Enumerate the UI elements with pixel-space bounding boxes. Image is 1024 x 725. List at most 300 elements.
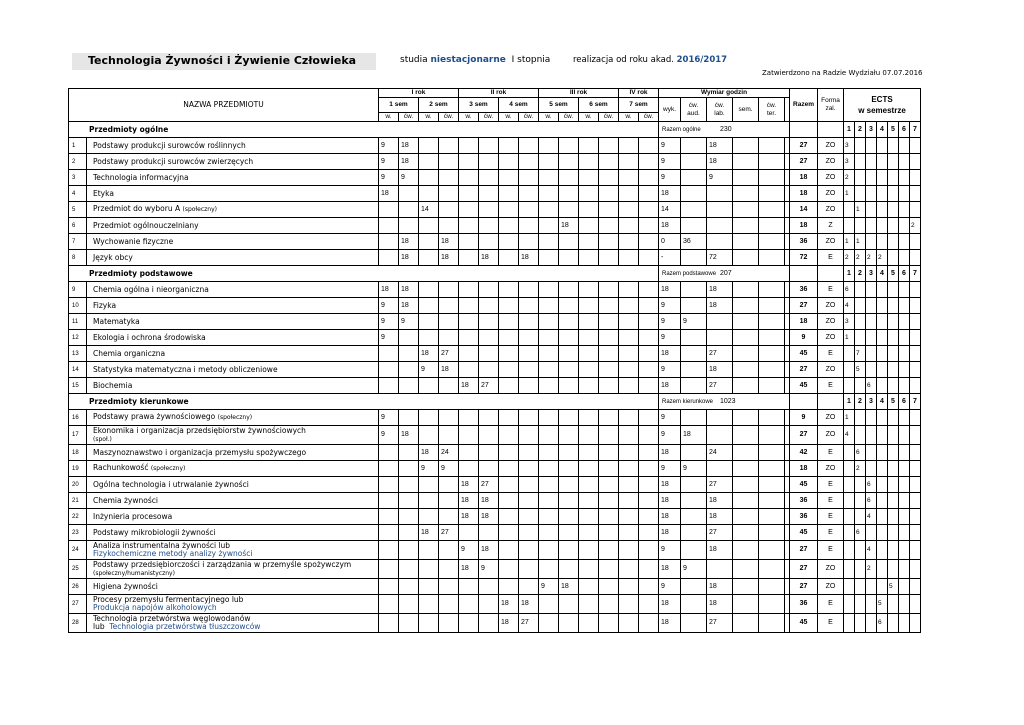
ects-value bbox=[866, 154, 877, 170]
section-spacer bbox=[818, 394, 844, 410]
subject-name bbox=[87, 461, 379, 477]
hours-by-type: 24 bbox=[707, 445, 733, 461]
hours-by-type bbox=[681, 186, 707, 202]
ects-value bbox=[855, 595, 866, 614]
ects-semester-number: 2 bbox=[855, 122, 866, 138]
ects-value bbox=[866, 426, 877, 445]
section-total-value: 230 bbox=[720, 125, 732, 133]
subject-name bbox=[87, 445, 379, 461]
hours-total: 36 bbox=[790, 234, 818, 250]
semester-hours bbox=[439, 378, 459, 394]
semester-hours bbox=[539, 138, 559, 154]
semester-hours: 18 bbox=[379, 282, 399, 298]
ects-value bbox=[888, 493, 899, 509]
hours-by-type bbox=[759, 560, 785, 579]
hours-by-type bbox=[759, 234, 785, 250]
ects-value bbox=[877, 202, 888, 218]
row-number: 10 bbox=[69, 298, 87, 314]
semester-hours bbox=[539, 541, 559, 560]
subject-name-text: Podstawy mikrobiologii żywności bbox=[93, 527, 216, 537]
hours-by-type bbox=[681, 595, 707, 614]
semester-hours bbox=[399, 410, 419, 426]
semester-hours bbox=[579, 579, 599, 595]
semester-hours bbox=[419, 250, 439, 266]
semester-hours bbox=[439, 493, 459, 509]
hours-by-type: 18 bbox=[659, 378, 681, 394]
assessment-form: E bbox=[818, 477, 844, 493]
row-number: 8 bbox=[69, 250, 87, 266]
table-row bbox=[69, 461, 921, 477]
table-row bbox=[69, 525, 921, 541]
ects-value: 1 bbox=[844, 410, 855, 426]
ects-value bbox=[899, 525, 910, 541]
semester-hours bbox=[419, 298, 439, 314]
semester-hours bbox=[419, 560, 439, 579]
semester-hours bbox=[639, 541, 659, 560]
hours-by-type: 18 bbox=[659, 560, 681, 579]
table-row bbox=[69, 445, 921, 461]
ects-value bbox=[844, 378, 855, 394]
semester-hours bbox=[579, 426, 599, 445]
semester-hours bbox=[459, 614, 479, 633]
curriculum-table bbox=[68, 88, 921, 633]
table-row bbox=[69, 346, 921, 362]
ects-value bbox=[866, 525, 877, 541]
subject-name bbox=[87, 509, 379, 525]
hours-by-type bbox=[733, 426, 759, 445]
subject-name bbox=[87, 202, 379, 218]
row-number: 22 bbox=[69, 509, 87, 525]
hours-by-type: 18 bbox=[659, 445, 681, 461]
semester-hours bbox=[379, 595, 399, 614]
assessment-form: ZO bbox=[818, 330, 844, 346]
semester-hours bbox=[479, 234, 499, 250]
semester-hours bbox=[559, 493, 579, 509]
ects-value bbox=[910, 202, 921, 218]
table-row bbox=[69, 493, 921, 509]
ects-value bbox=[888, 362, 899, 378]
ects-value: 2 bbox=[855, 250, 866, 266]
ects-value bbox=[855, 614, 866, 633]
semester-hours bbox=[459, 410, 479, 426]
hours-by-type bbox=[681, 477, 707, 493]
ects-value bbox=[844, 202, 855, 218]
hours-by-type bbox=[681, 525, 707, 541]
subject-name bbox=[87, 525, 379, 541]
assessment-form: E bbox=[818, 346, 844, 362]
ects-value bbox=[910, 250, 921, 266]
ects-value bbox=[888, 186, 899, 202]
semester-hours bbox=[459, 170, 479, 186]
semester-hours bbox=[639, 445, 659, 461]
semester-hours bbox=[539, 461, 559, 477]
semester-hours bbox=[619, 493, 639, 509]
hours-by-type bbox=[759, 282, 785, 298]
semester-hours bbox=[559, 525, 579, 541]
hours-by-type: 18 bbox=[659, 525, 681, 541]
sem-header: 5 sem bbox=[539, 98, 579, 113]
hours-by-type: 9 bbox=[659, 410, 681, 426]
semester-hours bbox=[519, 314, 539, 330]
ects-value: 6 bbox=[866, 477, 877, 493]
ects-value bbox=[899, 493, 910, 509]
ects-value: 2 bbox=[910, 218, 921, 234]
semester-hours bbox=[579, 202, 599, 218]
semester-hours bbox=[499, 378, 519, 394]
ects-value bbox=[877, 186, 888, 202]
ects-value bbox=[877, 138, 888, 154]
ects-value bbox=[855, 426, 866, 445]
subject-name bbox=[87, 560, 379, 579]
section-total bbox=[659, 266, 790, 282]
ects-value: 6 bbox=[855, 445, 866, 461]
subject-category: (społ.) bbox=[93, 435, 112, 443]
assessment-form: ZO bbox=[818, 362, 844, 378]
hours-total: 27 bbox=[790, 138, 818, 154]
semester-hours bbox=[559, 426, 579, 445]
ects-value bbox=[877, 525, 888, 541]
ects-value bbox=[899, 509, 910, 525]
subject-name bbox=[87, 138, 379, 154]
forma-header: Forma zal. bbox=[818, 89, 844, 122]
subject-name bbox=[87, 477, 379, 493]
assessment-form: ZO bbox=[818, 461, 844, 477]
semester-hours bbox=[639, 461, 659, 477]
subject-name bbox=[87, 298, 379, 314]
section-title: Przedmioty podstawowe bbox=[69, 266, 659, 282]
ects-value bbox=[899, 138, 910, 154]
semester-hours bbox=[419, 218, 439, 234]
ects-value bbox=[888, 509, 899, 525]
ects-value bbox=[877, 330, 888, 346]
type-cw-header: ćw. bbox=[439, 113, 459, 122]
ects-semester-number: 4 bbox=[877, 394, 888, 410]
semester-hours bbox=[479, 595, 499, 614]
ects-value bbox=[888, 410, 899, 426]
subject-name-text: Matematyka bbox=[93, 316, 140, 326]
semester-hours bbox=[619, 426, 639, 445]
semester-hours bbox=[539, 378, 559, 394]
hours-by-type: 36 bbox=[681, 234, 707, 250]
semester-hours: 18 bbox=[439, 250, 459, 266]
table-row bbox=[69, 541, 921, 560]
hours-by-type: 0 bbox=[659, 234, 681, 250]
section-total-label: Razem kierunkowe bbox=[662, 398, 714, 405]
ects-value bbox=[844, 560, 855, 579]
hours-by-type bbox=[681, 378, 707, 394]
semester-hours bbox=[559, 477, 579, 493]
semester-hours bbox=[479, 186, 499, 202]
semester-hours bbox=[599, 493, 619, 509]
hours-by-type: 72 bbox=[707, 250, 733, 266]
semester-hours bbox=[499, 314, 519, 330]
semester-hours bbox=[639, 595, 659, 614]
semester-hours bbox=[559, 595, 579, 614]
semester-hours bbox=[639, 314, 659, 330]
semester-hours bbox=[619, 330, 639, 346]
semester-hours bbox=[559, 250, 579, 266]
semester-hours bbox=[379, 493, 399, 509]
ects-value: 4 bbox=[844, 426, 855, 445]
ects-value bbox=[844, 445, 855, 461]
semester-hours: 9 bbox=[379, 330, 399, 346]
ects-value bbox=[910, 461, 921, 477]
subject-name bbox=[87, 541, 379, 560]
row-number: 6 bbox=[69, 218, 87, 234]
hours-total: 9 bbox=[790, 410, 818, 426]
semester-hours bbox=[599, 614, 619, 633]
ects-value bbox=[855, 477, 866, 493]
semester-hours bbox=[379, 250, 399, 266]
semester-hours bbox=[439, 579, 459, 595]
assessment-form: ZO bbox=[818, 234, 844, 250]
row-number: 11 bbox=[69, 314, 87, 330]
semester-hours bbox=[579, 509, 599, 525]
ects-value: 2 bbox=[844, 170, 855, 186]
semester-hours bbox=[439, 509, 459, 525]
ects-value bbox=[844, 509, 855, 525]
hours-by-type bbox=[733, 154, 759, 170]
ects-value bbox=[866, 445, 877, 461]
semester-hours bbox=[479, 346, 499, 362]
semester-hours bbox=[579, 330, 599, 346]
semester-hours bbox=[379, 525, 399, 541]
semester-hours: 18 bbox=[419, 525, 439, 541]
hours-by-type bbox=[759, 250, 785, 266]
semester-hours bbox=[559, 560, 579, 579]
subject-category: (społeczny/humanistyczny) bbox=[93, 569, 175, 577]
semester-hours bbox=[459, 202, 479, 218]
subject-name bbox=[87, 282, 379, 298]
semester-hours bbox=[499, 186, 519, 202]
semester-hours bbox=[639, 560, 659, 579]
year-header: II rok bbox=[459, 89, 539, 98]
semester-hours bbox=[499, 138, 519, 154]
hours-by-type: 27 bbox=[707, 346, 733, 362]
ects-value bbox=[910, 330, 921, 346]
assessment-form: E bbox=[818, 250, 844, 266]
hours-by-type: 9 bbox=[659, 579, 681, 595]
hours-by-type bbox=[681, 138, 707, 154]
cw-aud-header: ćw. aud. bbox=[681, 98, 707, 122]
ects-value bbox=[910, 138, 921, 154]
section-spacer bbox=[790, 266, 818, 282]
semester-hours bbox=[439, 154, 459, 170]
semester-hours bbox=[619, 525, 639, 541]
hours-total: 27 bbox=[790, 541, 818, 560]
semester-hours bbox=[439, 218, 459, 234]
semester-hours: 9 bbox=[439, 461, 459, 477]
semester-hours: 18 bbox=[459, 560, 479, 579]
ects-value bbox=[877, 509, 888, 525]
hours-by-type bbox=[681, 346, 707, 362]
ects-semester-number: 6 bbox=[899, 266, 910, 282]
subject-name bbox=[87, 186, 379, 202]
semester-hours bbox=[439, 541, 459, 560]
subject-name-text: Analiza instrumentalna żywności lub bbox=[93, 541, 231, 550]
hours-by-type bbox=[707, 330, 733, 346]
semester-hours bbox=[559, 314, 579, 330]
semester-hours bbox=[639, 330, 659, 346]
table-row bbox=[69, 314, 921, 330]
ects-semester-number: 5 bbox=[888, 266, 899, 282]
ects-value bbox=[888, 170, 899, 186]
semester-hours: 24 bbox=[439, 445, 459, 461]
hours-by-type bbox=[733, 595, 759, 614]
subject-name-text: Statystyka matematyczna i metody obliczeniowe bbox=[93, 364, 278, 374]
semester-hours bbox=[479, 579, 499, 595]
assessment-form: ZO bbox=[818, 186, 844, 202]
ects-value bbox=[866, 330, 877, 346]
hours-by-type bbox=[681, 282, 707, 298]
ects-value bbox=[888, 314, 899, 330]
ects-value bbox=[910, 346, 921, 362]
row-number: 5 bbox=[69, 202, 87, 218]
semester-hours bbox=[639, 493, 659, 509]
hours-total: 72 bbox=[790, 250, 818, 266]
ects-value bbox=[888, 477, 899, 493]
semester-hours bbox=[619, 614, 639, 633]
ects-value bbox=[899, 410, 910, 426]
semester-hours bbox=[499, 154, 519, 170]
table-row bbox=[69, 579, 921, 595]
ects-value bbox=[877, 154, 888, 170]
type-w-header: w. bbox=[419, 113, 439, 122]
semester-hours bbox=[579, 525, 599, 541]
ects-semester-number: 6 bbox=[899, 122, 910, 138]
semester-hours bbox=[539, 445, 559, 461]
semester-hours bbox=[459, 362, 479, 378]
wyk-header: wyk. bbox=[659, 98, 681, 122]
semester-hours bbox=[379, 560, 399, 579]
ects-value bbox=[844, 493, 855, 509]
ects-value bbox=[866, 138, 877, 154]
semester-hours: 18 bbox=[479, 250, 499, 266]
semester-hours: 14 bbox=[419, 202, 439, 218]
ects-value: 3 bbox=[844, 138, 855, 154]
row-number: 24 bbox=[69, 541, 87, 560]
ects-value: 1 bbox=[855, 234, 866, 250]
semester-hours bbox=[559, 298, 579, 314]
hours-total: 18 bbox=[790, 314, 818, 330]
semester-hours bbox=[599, 298, 619, 314]
semester-hours bbox=[599, 378, 619, 394]
hours-by-type: 18 bbox=[707, 541, 733, 560]
ects-value bbox=[855, 314, 866, 330]
semester-hours bbox=[579, 461, 599, 477]
year-header: I rok bbox=[379, 89, 459, 98]
semester-hours bbox=[439, 282, 459, 298]
semester-hours bbox=[419, 234, 439, 250]
hours-by-type bbox=[733, 614, 759, 633]
hours-by-type bbox=[707, 186, 733, 202]
subject-name bbox=[87, 314, 379, 330]
ects-value bbox=[844, 525, 855, 541]
semester-hours bbox=[459, 330, 479, 346]
semester-hours bbox=[499, 477, 519, 493]
hours-by-type bbox=[733, 250, 759, 266]
ects-value bbox=[844, 579, 855, 595]
semester-hours bbox=[399, 346, 419, 362]
ects-value bbox=[844, 614, 855, 633]
semester-hours bbox=[459, 525, 479, 541]
row-number: 3 bbox=[69, 170, 87, 186]
hours-by-type: 18 bbox=[659, 282, 681, 298]
ects-value: 6 bbox=[866, 378, 877, 394]
subject-name-text: Chemia żywności bbox=[93, 495, 158, 505]
semester-hours: 18 bbox=[499, 614, 519, 633]
assessment-form: E bbox=[818, 595, 844, 614]
hours-by-type: 9 bbox=[681, 314, 707, 330]
semester-hours bbox=[479, 170, 499, 186]
semester-hours bbox=[579, 493, 599, 509]
row-number: 2 bbox=[69, 154, 87, 170]
hours-by-type: 18 bbox=[707, 595, 733, 614]
subject-name-text: Biochemia bbox=[93, 380, 133, 390]
hours-by-type bbox=[759, 202, 785, 218]
semester-hours bbox=[599, 138, 619, 154]
hours-total: 27 bbox=[790, 362, 818, 378]
semester-hours bbox=[479, 426, 499, 445]
type-cw-header: ćw. bbox=[639, 113, 659, 122]
ects-value: 3 bbox=[844, 154, 855, 170]
semester-hours bbox=[619, 298, 639, 314]
hours-by-type: 27 bbox=[707, 525, 733, 541]
semester-hours bbox=[579, 314, 599, 330]
ects-value bbox=[866, 314, 877, 330]
semester-hours bbox=[599, 346, 619, 362]
section-total-label: Razem ogólne bbox=[662, 126, 701, 133]
semester-hours bbox=[579, 250, 599, 266]
ects-value bbox=[888, 614, 899, 633]
row-number: 23 bbox=[69, 525, 87, 541]
page-title: Technologia Żywności i Żywienie Człowieka bbox=[88, 54, 357, 67]
subject-name bbox=[87, 493, 379, 509]
alternative-subject: Produkcja napojów alkoholowych bbox=[93, 603, 217, 612]
ects-value bbox=[877, 493, 888, 509]
semester-hours bbox=[419, 410, 439, 426]
semester-hours bbox=[639, 346, 659, 362]
subject-name-text: Chemia organiczna bbox=[93, 348, 166, 358]
hours-by-type bbox=[759, 362, 785, 378]
sem-type-header: sem. bbox=[733, 98, 759, 122]
semester-hours bbox=[399, 614, 419, 633]
semester-hours bbox=[499, 461, 519, 477]
row-number: 19 bbox=[69, 461, 87, 477]
semester-hours bbox=[479, 218, 499, 234]
hours-by-type: 9 bbox=[659, 154, 681, 170]
ects-value bbox=[888, 330, 899, 346]
semester-hours: 18 bbox=[399, 426, 419, 445]
hours-by-type bbox=[707, 560, 733, 579]
semester-hours bbox=[419, 154, 439, 170]
year-header: IV rok bbox=[619, 89, 659, 98]
section-total bbox=[659, 394, 790, 410]
semester-hours bbox=[499, 579, 519, 595]
hours-by-type bbox=[733, 170, 759, 186]
semester-hours bbox=[459, 461, 479, 477]
semester-hours bbox=[559, 445, 579, 461]
semester-hours bbox=[539, 234, 559, 250]
ects-value bbox=[899, 314, 910, 330]
hours-by-type bbox=[733, 445, 759, 461]
ects-value bbox=[866, 170, 877, 186]
semester-hours bbox=[439, 595, 459, 614]
semester-hours bbox=[559, 330, 579, 346]
semester-hours bbox=[559, 154, 579, 170]
subject-name bbox=[87, 170, 379, 186]
ects-value bbox=[888, 560, 899, 579]
